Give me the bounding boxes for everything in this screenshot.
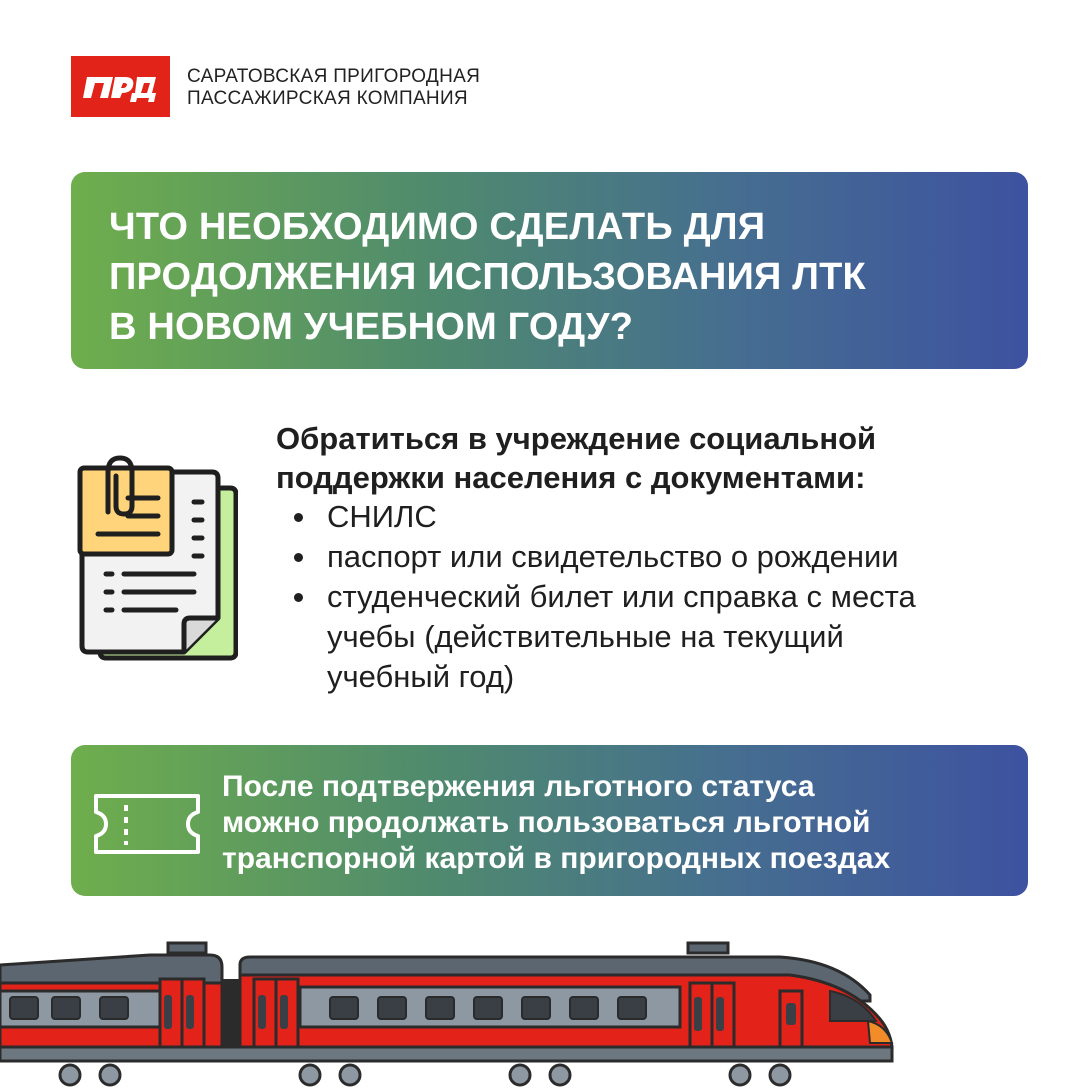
- bullet-icon: [294, 553, 303, 562]
- ticket-icon: [93, 793, 201, 855]
- status-banner: [71, 745, 1028, 896]
- bullet-icon: [294, 513, 303, 522]
- status-note-line1: После подтвержения льготного статуса: [222, 770, 815, 803]
- instructions: [276, 419, 1056, 697]
- status-note-line3: транспорной картой в пригородных поездах: [222, 842, 891, 875]
- instructions-heading-line1: Обратиться в учреждение социальной: [276, 421, 877, 456]
- document-snils: СНИЛС: [327, 499, 437, 534]
- train-icon: [0, 935, 1088, 1088]
- question-banner: [71, 172, 1028, 369]
- question-title-line2: ПРОДОЛЖЕНИЯ ИСПОЛЬЗОВАНИЯ ЛТК: [109, 256, 866, 298]
- document-passport: паспорт или свидетельство о рождении: [327, 539, 899, 574]
- question-title-line1: ЧТО НЕОБХОДИМО СДЕЛАТЬ ДЛЯ: [109, 206, 766, 248]
- list-item: [276, 577, 947, 697]
- status-note: [222, 769, 890, 877]
- status-note-line2: можно продолжать пользоваться льготной: [222, 806, 871, 839]
- list-item: [276, 497, 947, 537]
- bullet-icon: [294, 593, 303, 602]
- company-name: [187, 66, 480, 110]
- question-title: [109, 202, 866, 352]
- company-name-line1: САРАТОВСКАЯ ПРИГОРОДНАЯ: [187, 66, 481, 87]
- documents-list: [276, 497, 1056, 697]
- company-name-line2: ПАССАЖИРСКАЯ КОМПАНИЯ: [187, 88, 468, 109]
- rzd-logo: [71, 56, 170, 117]
- list-item: [276, 537, 1047, 577]
- documents-icon: [76, 450, 238, 664]
- instructions-heading-line2: поддержки населения с документами:: [276, 460, 866, 495]
- question-title-line3: В НОВОМ УЧЕБНОМ ГОДУ?: [109, 306, 634, 348]
- rzd-logo-icon: [71, 56, 170, 117]
- document-student-card: студенческий билет или справка с места учебы (действительные на текущий учебный год): [327, 579, 916, 694]
- instructions-heading: [276, 419, 1056, 497]
